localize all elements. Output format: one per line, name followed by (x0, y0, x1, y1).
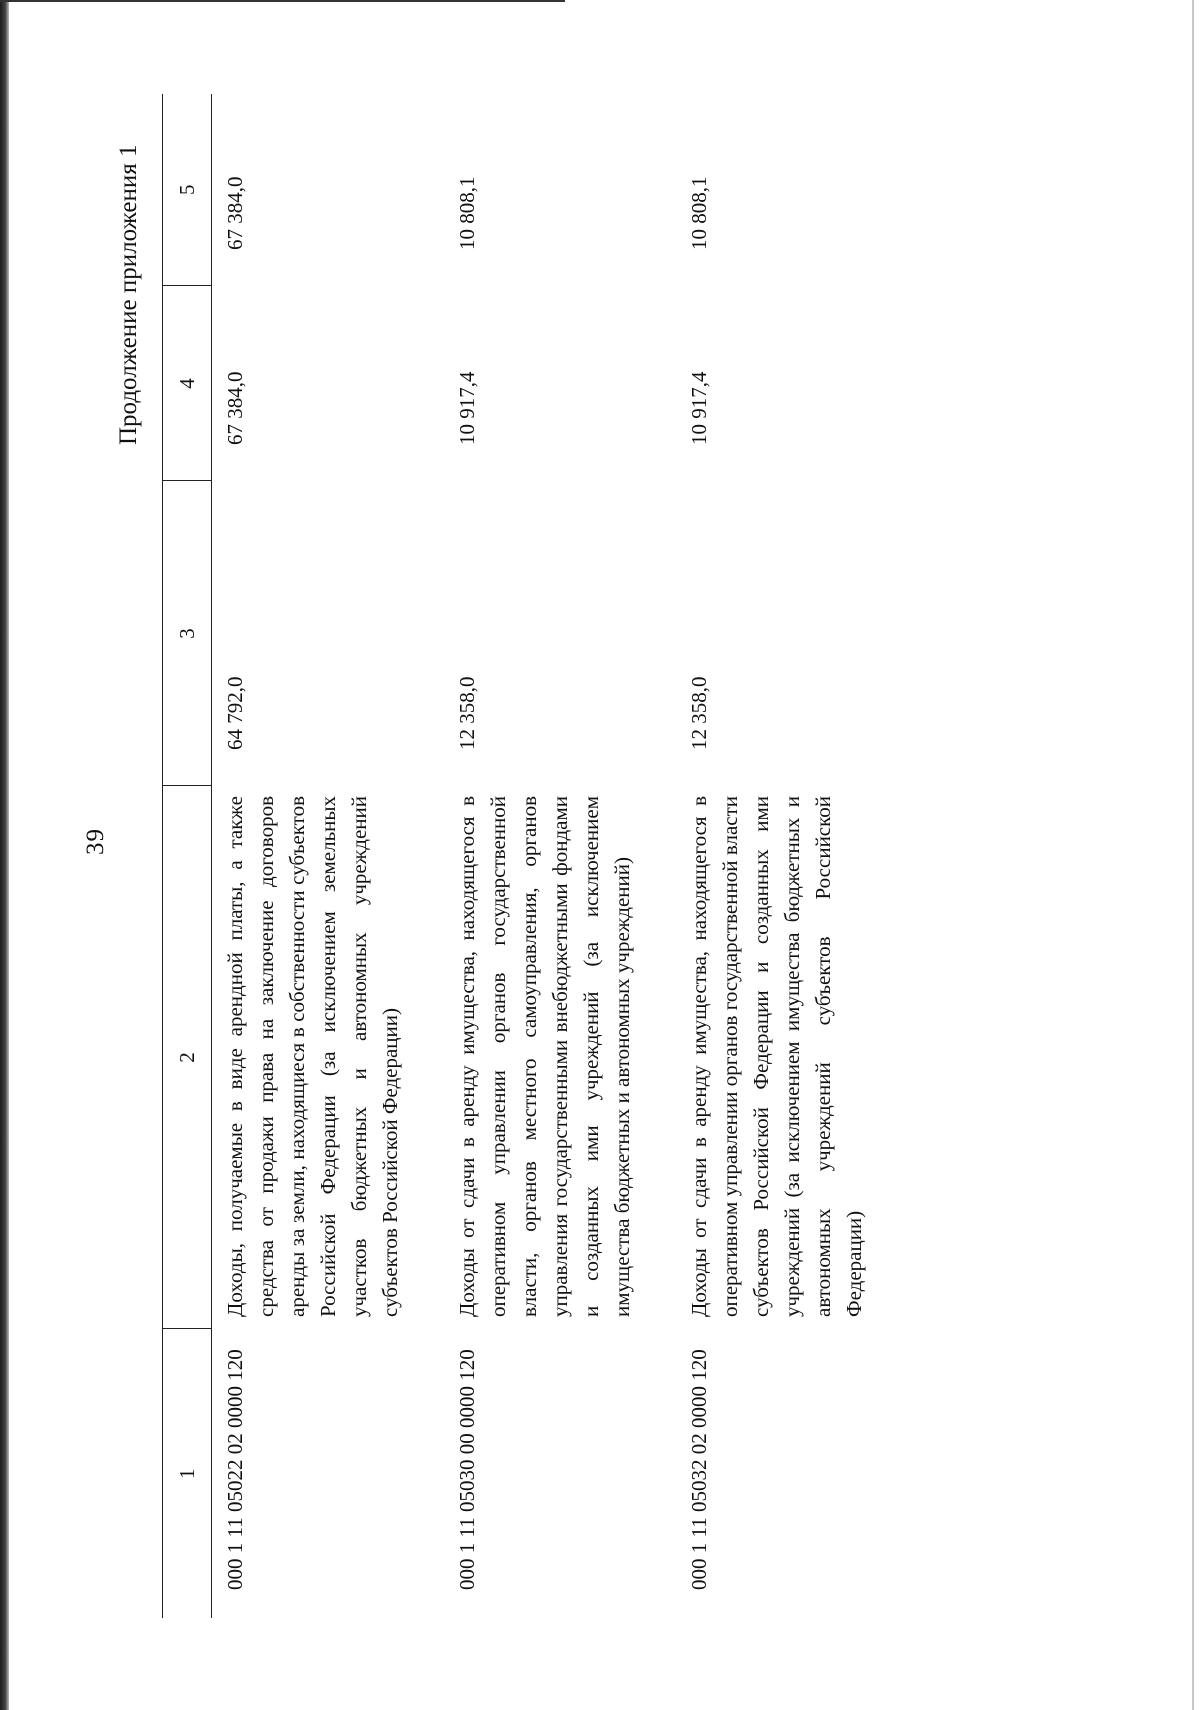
table-row (444, 94, 676, 1618)
income-description: Доходы, получаемые в виде арендной платы, а также средства от продажи права на заключение договоров аренды за земли, находящиеся в собственности субъектов Российской Федерации (за исключением земельных участков бюджетных и автономных учреждений субъектов Российской Федерации) (223, 796, 402, 1317)
header-col-3: 3 (163, 481, 212, 786)
income-description: Доходы от сдачи в аренду имущества, находящегося в оперативном управлении органов государственной власти, органов местного самоуправления, органов управления государственными внебюджетными фондами и созданных ими учреждений (за исключением имущества бюджетных и автономных учреждений) (455, 796, 634, 1317)
budget-table (162, 94, 908, 1618)
header-col-1: 1 (163, 1329, 212, 1618)
value-col-4: 67 384,0 (223, 371, 247, 445)
budget-code: 000 1 11 05022 02 0000 120 (223, 1349, 247, 1590)
table-row (676, 94, 908, 1618)
value-col-4: 10 917,4 (455, 371, 479, 445)
budget-code: 000 1 11 05032 02 0000 120 (687, 1349, 711, 1590)
value-col-3: 12 358,0 (455, 676, 479, 750)
income-description: Доходы от сдачи в аренду имущества, находящегося в оперативном управлении органов государственной власти субъектов Российской Федерации и созданных ими учреждений (за исключением имущества бюджетных и автономных учреждений субъектов Российской Федерации) (687, 796, 866, 1317)
value-col-5: 10 808,1 (455, 176, 479, 250)
value-col-5: 10 808,1 (687, 176, 711, 250)
value-col-5: 67 384,0 (223, 176, 247, 250)
budget-code: 000 1 11 05030 00 0000 120 (455, 1349, 479, 1590)
header-row (163, 94, 212, 1618)
continuation-label: Продолжение приложения 1 (115, 144, 142, 445)
value-col-3: 64 792,0 (223, 676, 247, 750)
page-number: 39 (82, 828, 109, 855)
table-row (212, 94, 445, 1618)
header-col-5: 5 (163, 94, 212, 286)
value-col-4: 10 917,4 (687, 371, 711, 445)
value-col-3: 12 358,0 (687, 676, 711, 750)
header-col-4: 4 (163, 286, 212, 481)
header-col-2: 2 (163, 786, 212, 1329)
